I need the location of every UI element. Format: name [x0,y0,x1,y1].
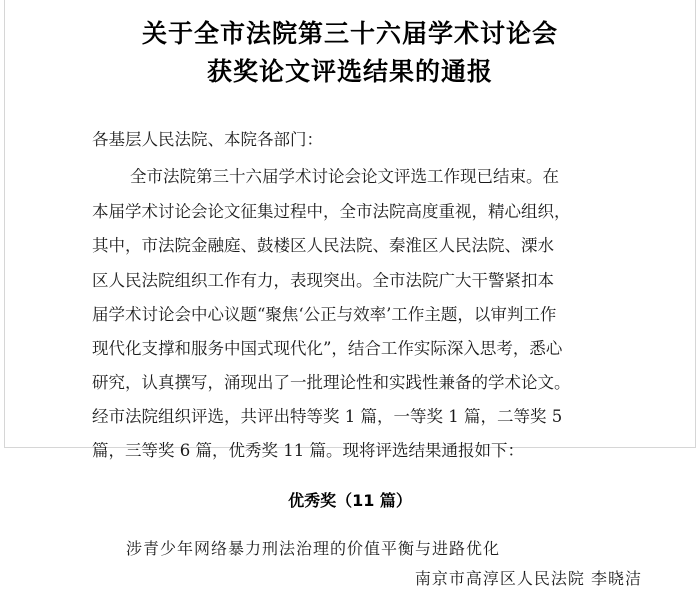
body-line-7: 研究，认真撰写，涌现出了一批理论性和实践性兼备的学术论文。 [92,373,571,392]
paper-author: 南京市高淳区人民法院 李晓洁 [414,569,642,588]
recipient-line: 各基层人民法院、本院各部门： [92,130,323,149]
award-section-heading: 优秀奖（11 篇） [288,491,412,510]
document-title-line-1: 关于全市法院第三十六届学术讨论会 [141,19,558,48]
body-line-9: 篇，三等奖 6 篇，优秀奖 11 篇。现将评选结果通报如下： [92,441,524,460]
document-title-line-2: 获奖论文评选结果的通报 [206,57,493,86]
body-line-2: 本届学术讨论会论文征集过程中，全市法院高度重视，精心组织， [92,202,571,221]
body-line-4: 区人民法院组织工作有力，表现突出。全市法院广大干警紧扣本 [92,271,554,290]
body-line-8: 经市法院组织评选，共评出特等奖 1 篇，一等奖 1 篇，二等奖 5 [92,407,563,426]
body-line-1: 全市法院第三十六届学术讨论会论文评选工作现已结束。在 [130,167,559,186]
body-line-3: 其中，市法院金融庭、鼓楼区人民法院、秦淮区人民法院、溧水 [92,236,554,255]
body-line-6: 现代化支撑和服务中国式现代化”，结合工作实际深入思考，悉心 [92,339,563,358]
paper-title: 涉青少年网络暴力刑法治理的价值平衡与进路优化 [126,539,501,558]
body-line-5: 届学术讨论会中心议题“聚焦‘公正与效率’工作主题，以审判工作 [92,305,557,324]
